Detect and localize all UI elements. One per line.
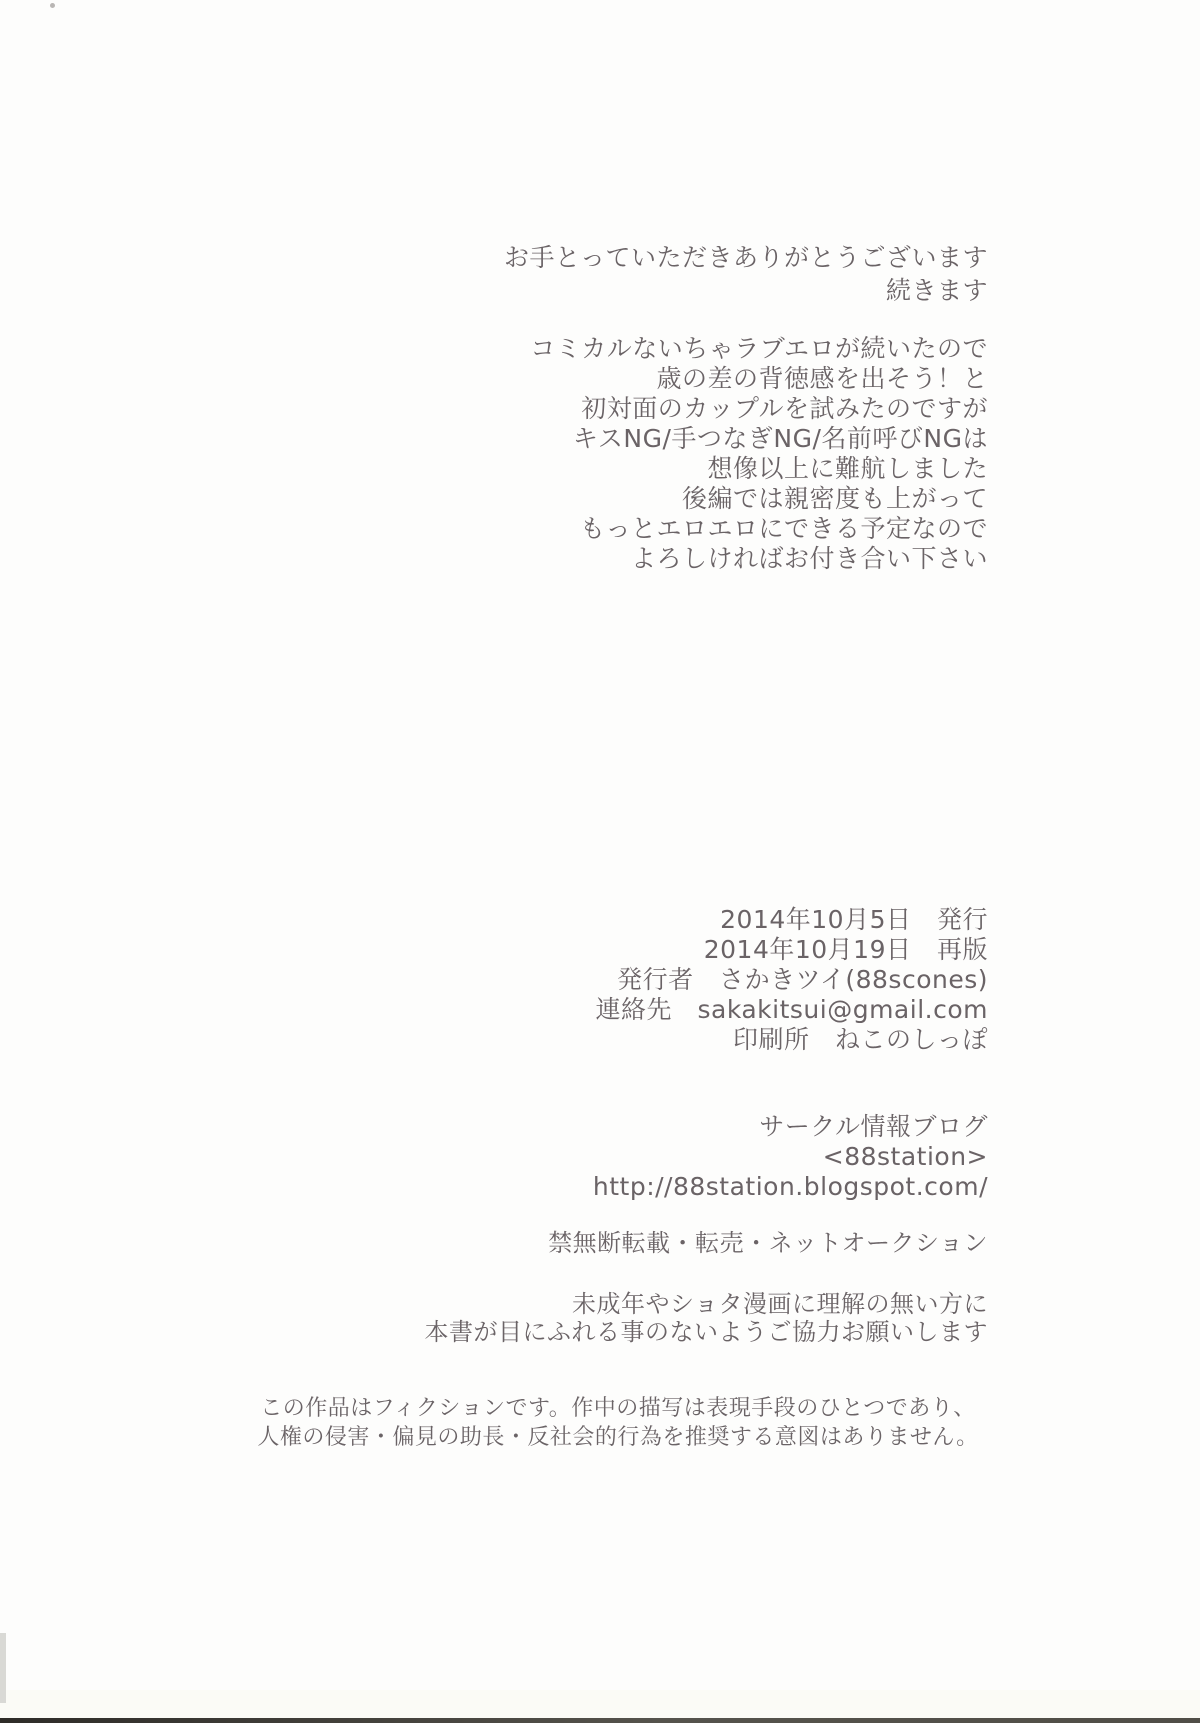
afterword-line: キスNG/手つなぎNG/名前呼びNGは [572, 424, 988, 453]
afterword-line: 初対面のカップルを試みたのですが [581, 394, 988, 423]
afterword-line: よろしければお付き合い下さい [630, 544, 988, 573]
contact-email-line: 連絡先 sakakitsui@gmail.com [595, 995, 988, 1024]
afterword-line: コミカルないちゃラブエロが続いたので [530, 334, 988, 363]
circle-blog-url: http://88station.blogspot.com/ [592, 1172, 988, 1201]
minor-notice-line: 本書が目にふれる事のないようご協力お願いします [424, 1318, 988, 1346]
circle-info [0, 1112, 988, 1202]
scan-tint [0, 1690, 1200, 1718]
scan-edge-artifact [0, 1633, 6, 1703]
minor-notice [0, 1290, 988, 1346]
thanks-line: 続きます [885, 276, 988, 305]
afterword-line: 歳の差の背徳感を出そう！と [656, 364, 988, 393]
scan-speck [50, 3, 55, 8]
afterword-line: 想像以上に難航しました [707, 454, 988, 483]
scan-bottom-edge [0, 1718, 1200, 1723]
afterword-line: もっとエロエロにできる予定なので [579, 514, 988, 543]
printer-line: 印刷所 ねこのしっぽ [732, 1025, 988, 1054]
circle-name: <88station> [822, 1142, 988, 1171]
circle-blog-label: サークル情報ブログ [759, 1112, 988, 1141]
fiction-disclaimer [156, 1394, 1080, 1452]
publish-date-line: 2014年10月5日 発行 [720, 905, 988, 934]
prohibition-line: 禁無断転載・転売・ネットオークション [548, 1229, 988, 1257]
disclaimer-line: この作品はフィクションです。作中の描写は表現手段のひとつであり、 [260, 1396, 976, 1421]
reprint-date-line: 2014年10月19日 再版 [703, 935, 988, 964]
publisher-line: 発行者 さかきツイ(88scones) [617, 965, 988, 994]
colophon [0, 905, 988, 1055]
afterword-line: 後編では親密度も上がって [681, 484, 988, 513]
thanks-line: お手とっていただきありがとうございます [503, 243, 988, 272]
minor-notice-line: 未成年やショタ漫画に理解の無い方に [571, 1290, 988, 1318]
thanks-message [0, 241, 988, 307]
prohibition-notice [0, 1228, 988, 1258]
disclaimer-line: 人権の侵害・偏見の助長・反社会的行為を推奨する意図はありません。 [257, 1425, 979, 1450]
afterword-note [0, 334, 988, 574]
